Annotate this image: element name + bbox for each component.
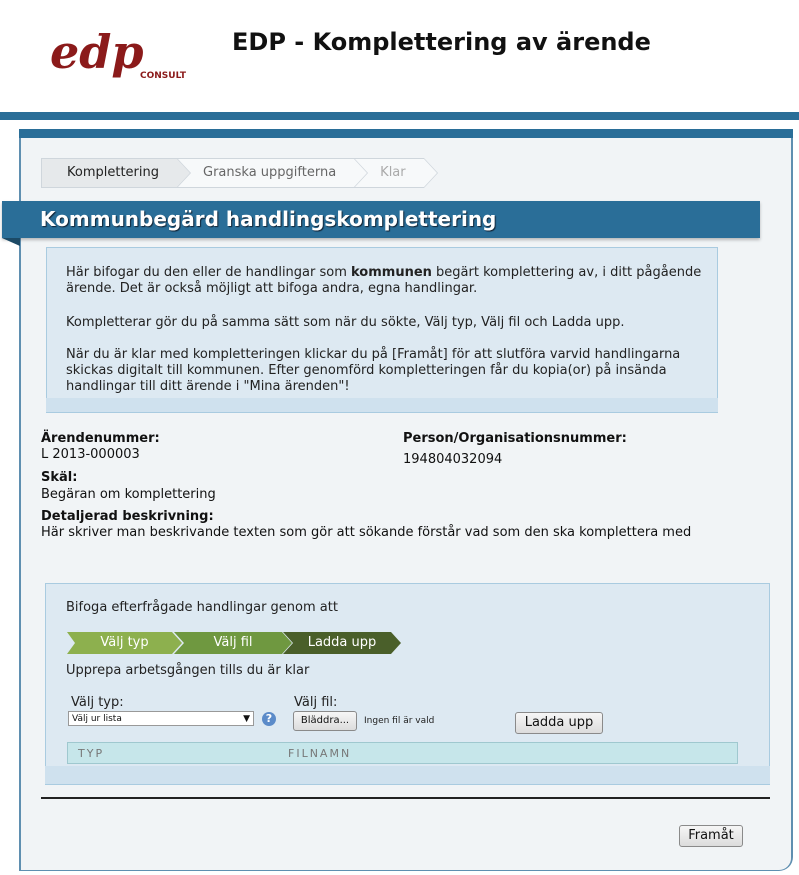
type-select[interactable]: [68, 711, 254, 726]
progress-steps: [41, 158, 424, 186]
wizard-step-upload: [283, 632, 401, 654]
wizard-step-choose-file: [174, 632, 292, 654]
repeat-instruction: Upprepa arbetsgången tills du är klar: [66, 663, 310, 678]
help-icon[interactable]: ?: [262, 712, 276, 726]
logo-subtext: CONSULT: [140, 71, 186, 81]
step-klar: Klar: [354, 158, 423, 188]
next-button[interactable]: Framåt: [679, 825, 743, 847]
site-header: [0, 0, 799, 112]
wizard-step-label: Välj fil: [213, 635, 253, 650]
info-text: Här bifogar du den eller de handlingar som: [66, 265, 352, 280]
description-label: Detaljerad beskrivning:: [41, 509, 214, 524]
browse-button[interactable]: Bläddra...: [293, 711, 357, 731]
logo-text: edp: [50, 25, 144, 79]
person-number-label: Person/Organisationsnummer:: [403, 431, 627, 446]
file-label: Välj fil:: [294, 695, 338, 710]
step-komplettering: Komplettering: [41, 158, 177, 188]
title-band-fold: [2, 238, 20, 246]
wizard-step-label: Välj typ: [100, 635, 149, 650]
step-granska: Granska uppgifterna: [177, 158, 354, 188]
attachment-intro: Bifoga efterfrågade handlingar genom att: [66, 600, 338, 615]
page-title: Kommunbegärd handlingskomplettering: [40, 207, 497, 231]
main-panel-top-bar: [19, 129, 793, 138]
info-paragraph-3: När du är klar med kompletteringen klickar du på [Framåt] för att slutföra varvid handlingarna skickas digitalt till kommunen. Efter genomförd kompletteringen får du kopia(or) på insända handlingar till ditt ärende i "Mina ärenden"!: [66, 347, 681, 394]
edp-logo: [48, 22, 198, 86]
upload-button[interactable]: Ladda upp: [515, 712, 603, 734]
info-box-footer: [46, 398, 718, 412]
wizard-step-choose-type: [67, 632, 182, 654]
wizard-step-label: Ladda upp: [307, 635, 377, 650]
column-header-type: TYP: [78, 747, 105, 760]
chevron-down-icon: ▼: [243, 714, 250, 724]
divider: [41, 797, 770, 799]
case-number-label: Ärendenummer:: [41, 431, 160, 446]
info-paragraph-2: Kompletterar gör du på samma sätt som när du sökte, Välj typ, Välj fil och Ladda upp.: [66, 315, 625, 330]
column-header-filename: FILNAMN: [288, 747, 352, 760]
attachment-box-footer: [45, 766, 770, 784]
description-value: Här skriver man beskrivande texten som gör att sökande förstår vad som den ska komplettera med: [41, 525, 692, 540]
info-bold-text: kommunen: [351, 265, 432, 280]
reason-value: Begäran om komplettering: [41, 487, 216, 502]
type-label: Välj typ:: [71, 695, 124, 710]
type-select-value: Välj ur lista: [72, 714, 122, 724]
files-table-header: [67, 742, 738, 764]
site-title: EDP - Komplettering av ärende: [232, 28, 651, 56]
info-paragraph-1: [66, 265, 706, 297]
info-text: begärt komplettering av, i ditt pågående ärende. Det är också möjligt att bifoga andra, egna handlingar.: [66, 265, 702, 296]
person-number-value: 194804032094: [403, 452, 503, 467]
no-file-text: Ingen fil är vald: [364, 716, 435, 726]
header-bar: [0, 112, 799, 120]
reason-label: Skäl:: [41, 470, 78, 485]
case-number-value: L 2013-000003: [41, 447, 140, 462]
